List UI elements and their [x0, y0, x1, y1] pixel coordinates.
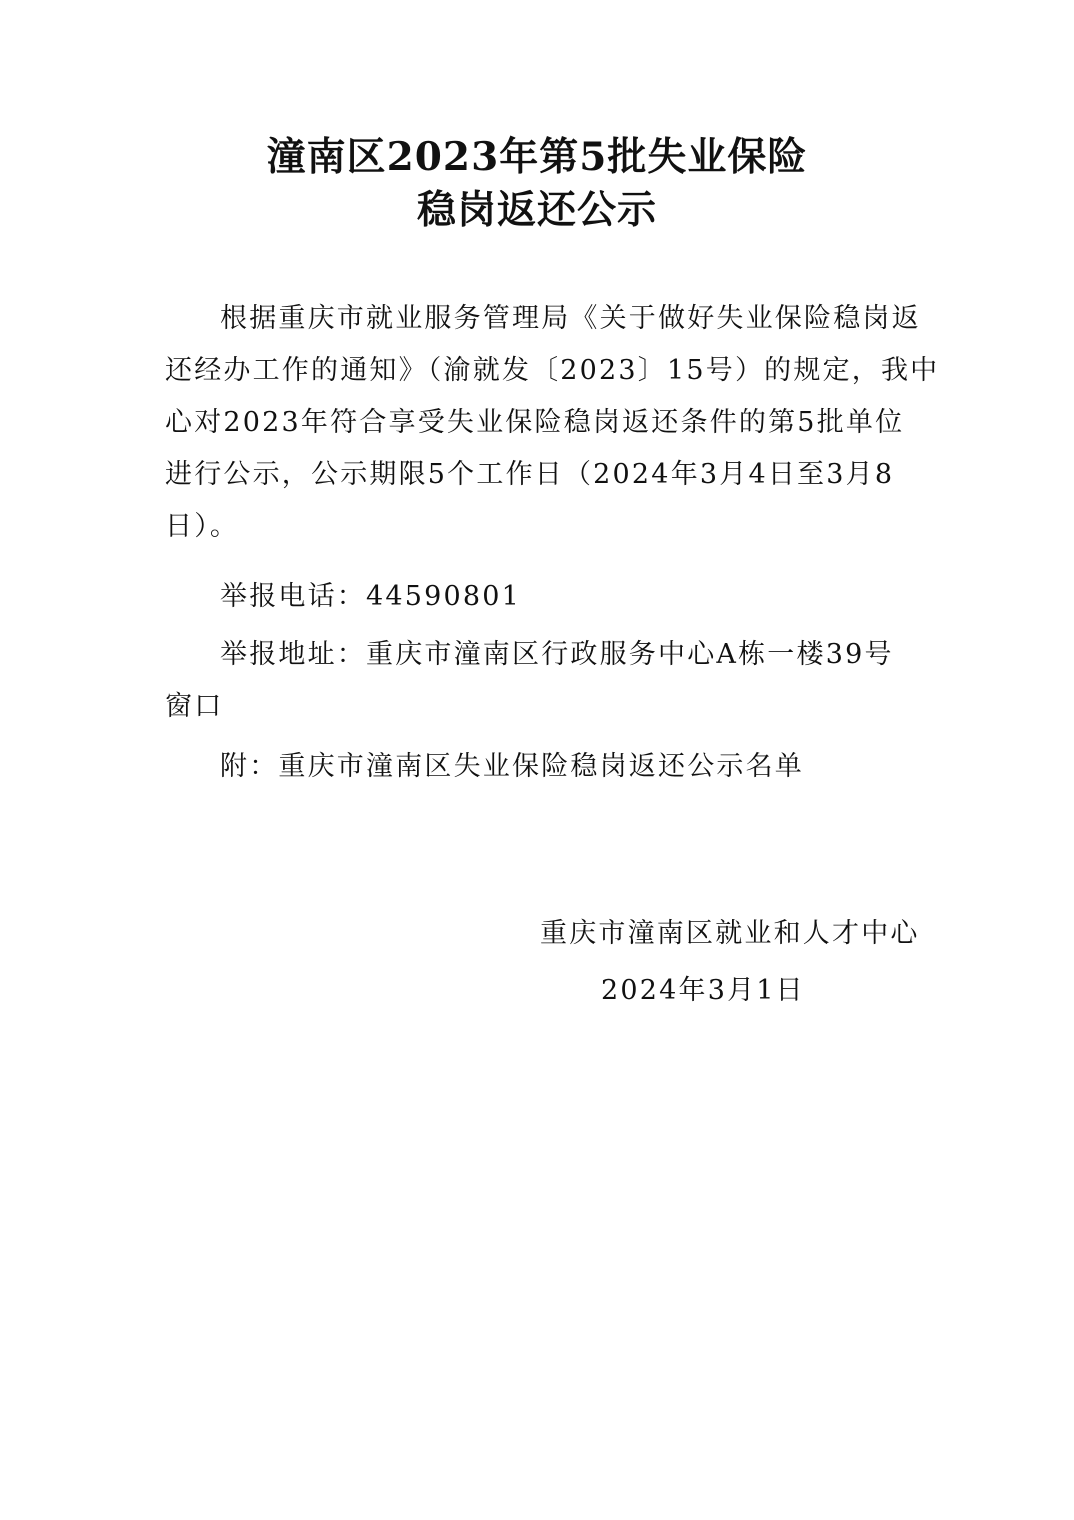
paragraph-line: 还经办工作的通知》（渝就发〔2023〕15号）的规定，我中: [165, 355, 940, 386]
signature-date: 2024年3月1日: [601, 975, 805, 1006]
document-title-line-2: 稳岗返还公示: [416, 187, 657, 233]
report-address-line-1: 举报地址：重庆市潼南区行政服务中心A栋一楼39号: [220, 639, 894, 670]
report-address-line-2: 窗口: [165, 691, 224, 722]
attachment-note: 附：重庆市潼南区失业保险稳岗返还公示名单: [220, 751, 804, 782]
signature-organization: 重庆市潼南区就业和人才中心: [540, 918, 920, 949]
document-title-line-1: 潼南区2023年第5批失业保险: [266, 134, 808, 180]
paragraph-line: 日）。: [165, 511, 240, 542]
paragraph-line: 进行公示，公示期限5个工作日（2024年3月4日至3月8: [165, 459, 895, 490]
notice-paragraph: [165, 293, 940, 553]
report-phone: 举报电话：44590801: [220, 581, 522, 612]
paragraph-line: 根据重庆市就业服务管理局《关于做好失业保险稳岗返: [220, 303, 921, 334]
paragraph-line: 心对2023年符合享受失业保险稳岗返还条件的第5批单位: [165, 407, 905, 438]
